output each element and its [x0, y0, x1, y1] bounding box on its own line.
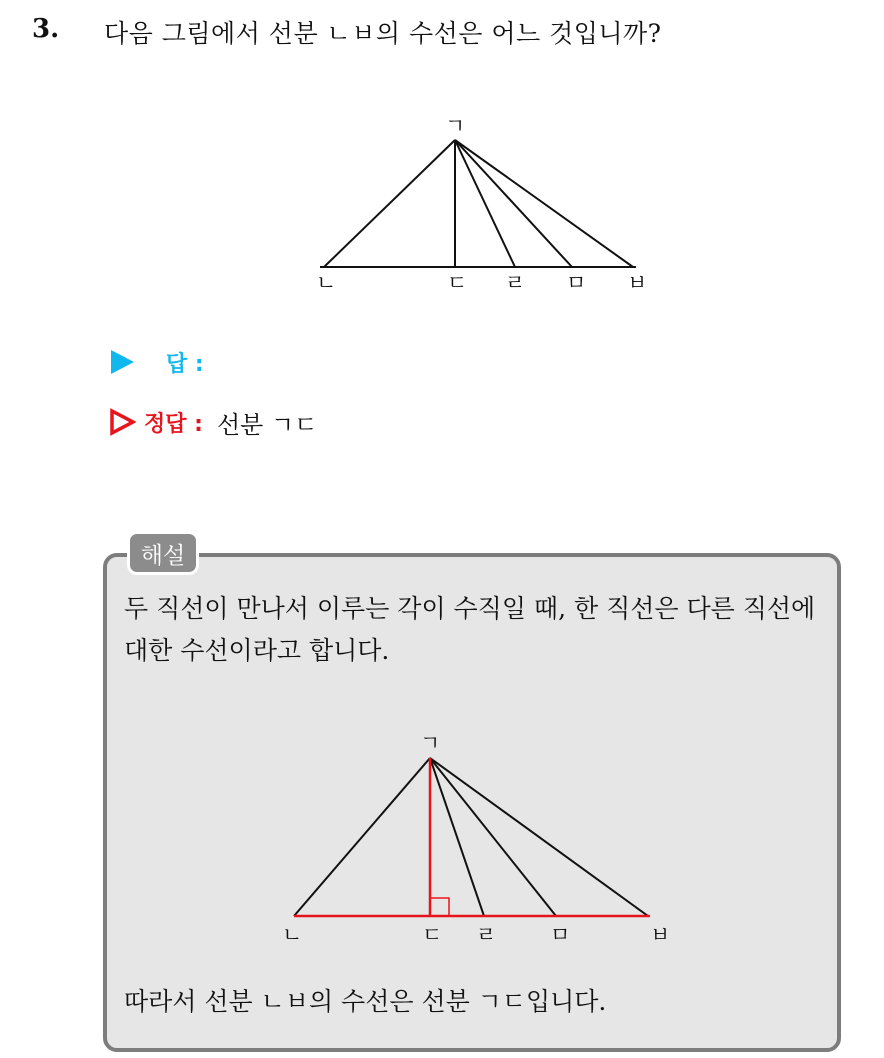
point-label-b: ㅂ	[650, 923, 671, 947]
segment-gb	[430, 758, 648, 916]
segment-gn	[294, 758, 430, 916]
point-label-m: ㅁ	[566, 271, 587, 295]
point-label-d: ㄷ	[422, 923, 443, 947]
explanation-text: 두 직선이 만나서 이루는 각이 수직일 때, 한 직선은 다른 직선에 대한 수선이라고 합니다.	[124, 594, 816, 665]
point-label-g: ㄱ	[420, 731, 441, 755]
segment-gr	[455, 140, 515, 267]
explanation-figure	[270, 728, 690, 953]
correct-answer-label: 정답 :	[144, 411, 203, 437]
explanation-tag: 해설	[127, 531, 199, 575]
point-label-b: ㅂ	[627, 271, 648, 295]
point-label-n: ㄴ	[316, 271, 337, 295]
question-text: 다음 그림에서 선분 ㄴㅂ의 수선은 어느 것입니까?	[104, 19, 662, 48]
segment-gr	[430, 758, 484, 916]
point-label-n: ㄴ	[282, 923, 303, 947]
answer-row	[108, 346, 204, 378]
segment-gn	[324, 140, 455, 267]
segment-gm	[455, 140, 572, 267]
filled-triangle-right-icon	[108, 348, 136, 376]
answer-label: 답 :	[166, 351, 204, 377]
right-angle-mark	[430, 898, 449, 916]
explanation-conclusion: 따라서 선분 ㄴㅂ의 수선은 선분 ㄱㄷ입니다.	[124, 987, 607, 1016]
point-label-m: ㅁ	[550, 923, 571, 947]
point-label-d: ㄷ	[447, 271, 468, 295]
question-number: 3.	[32, 14, 60, 44]
point-label-r: ㄹ	[476, 923, 497, 947]
point-label-g: ㄱ	[445, 114, 466, 138]
segment-gm	[430, 758, 556, 916]
correct-answer-row	[108, 406, 317, 438]
segment-gb	[455, 140, 633, 267]
correct-answer-value: 선분 ㄱㄷ	[216, 410, 318, 439]
point-label-r: ㄹ	[505, 271, 526, 295]
outline-triangle-right-icon	[108, 408, 136, 436]
question-figure	[300, 110, 670, 300]
